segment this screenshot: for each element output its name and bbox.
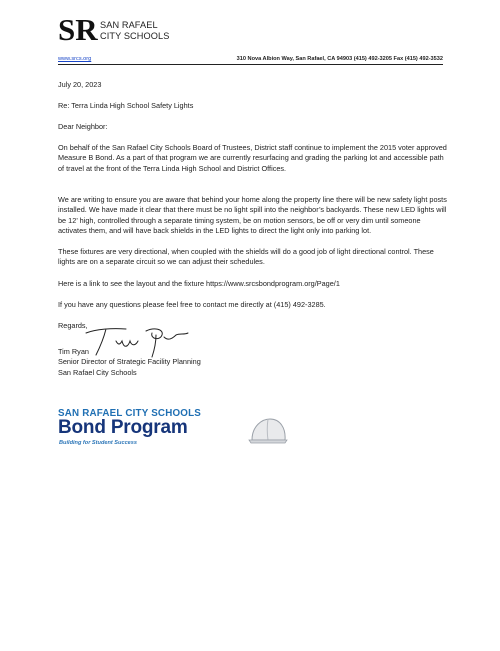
sr-monogram-icon xyxy=(58,14,100,44)
letter-subject: Re: Terra Linda High School Safety Lights xyxy=(58,101,194,110)
contact-line xyxy=(58,55,443,63)
bond-logo-main-line: Bond Program xyxy=(58,417,188,438)
logo-org-line1: SAN RAFAEL xyxy=(100,20,158,30)
signer-org: San Rafael City Schools xyxy=(58,368,137,377)
letterhead-divider xyxy=(58,64,443,65)
paragraph-contact: If you have any questions please feel free to contact me directly at (415) 492-3285. xyxy=(58,300,326,309)
paragraph-link: Here is a link to see the layout and the fixture https://www.srcsbondprogram.org/Page/1 xyxy=(58,279,340,288)
bond-program-logo xyxy=(58,408,298,454)
signer-title: Senior Director of Strategic Facility Planning xyxy=(58,357,201,366)
srcs-logo xyxy=(58,14,208,52)
letter-date: July 20, 2023 xyxy=(58,80,102,89)
logo-org-name xyxy=(100,20,169,41)
logo-org-line2: CITY SCHOOLS xyxy=(100,30,170,41)
hard-hat-icon xyxy=(248,416,288,446)
bond-logo-tagline: Building for Student Success xyxy=(59,440,138,446)
svg-text:SR: SR xyxy=(58,14,98,44)
paragraph-light-posts: We are writing to ensure you are aware that behind your home along the property line there will be new safety light posts installed. We have made it clear that there must be no light spill into the neighbor’s backyards. These new LED lights will be 12’ high, controlled through a separate timing system, be on motion sensors, be off or very dim until someone activates them, and will have back shields in the LED lights to direct the light only into parking lot. xyxy=(58,195,447,235)
website-link[interactable]: www.srcs.org xyxy=(58,56,92,62)
signer-name: Tim Ryan xyxy=(58,347,89,356)
paragraph-measure-b: On behalf of the San Rafael City Schools Board of Trustees, District staff continue to implement the 2015 voter approved Measure B Bond. As a part of that program we are currently resurfacing and grading the parking lot and accessible path of travel at the front of the Terra Linda High School and District Offices. xyxy=(58,143,447,173)
address-line: 310 Nova Albion Way, San Rafael, CA 94903 (415) 492-3205 Fax (415) 492-3532 xyxy=(236,56,443,62)
letter-salutation: Dear Neighbor: xyxy=(58,122,108,131)
letter-closing: Regards, xyxy=(58,321,88,330)
paragraph-fixtures: These fixtures are very directional, when coupled with the shields will do a good job of light directional control. These lights are on a separate circuit so we can adjust their schedules. xyxy=(58,247,434,267)
bond-logo-top-line: SAN RAFAEL CITY SCHOOLS xyxy=(58,408,202,419)
